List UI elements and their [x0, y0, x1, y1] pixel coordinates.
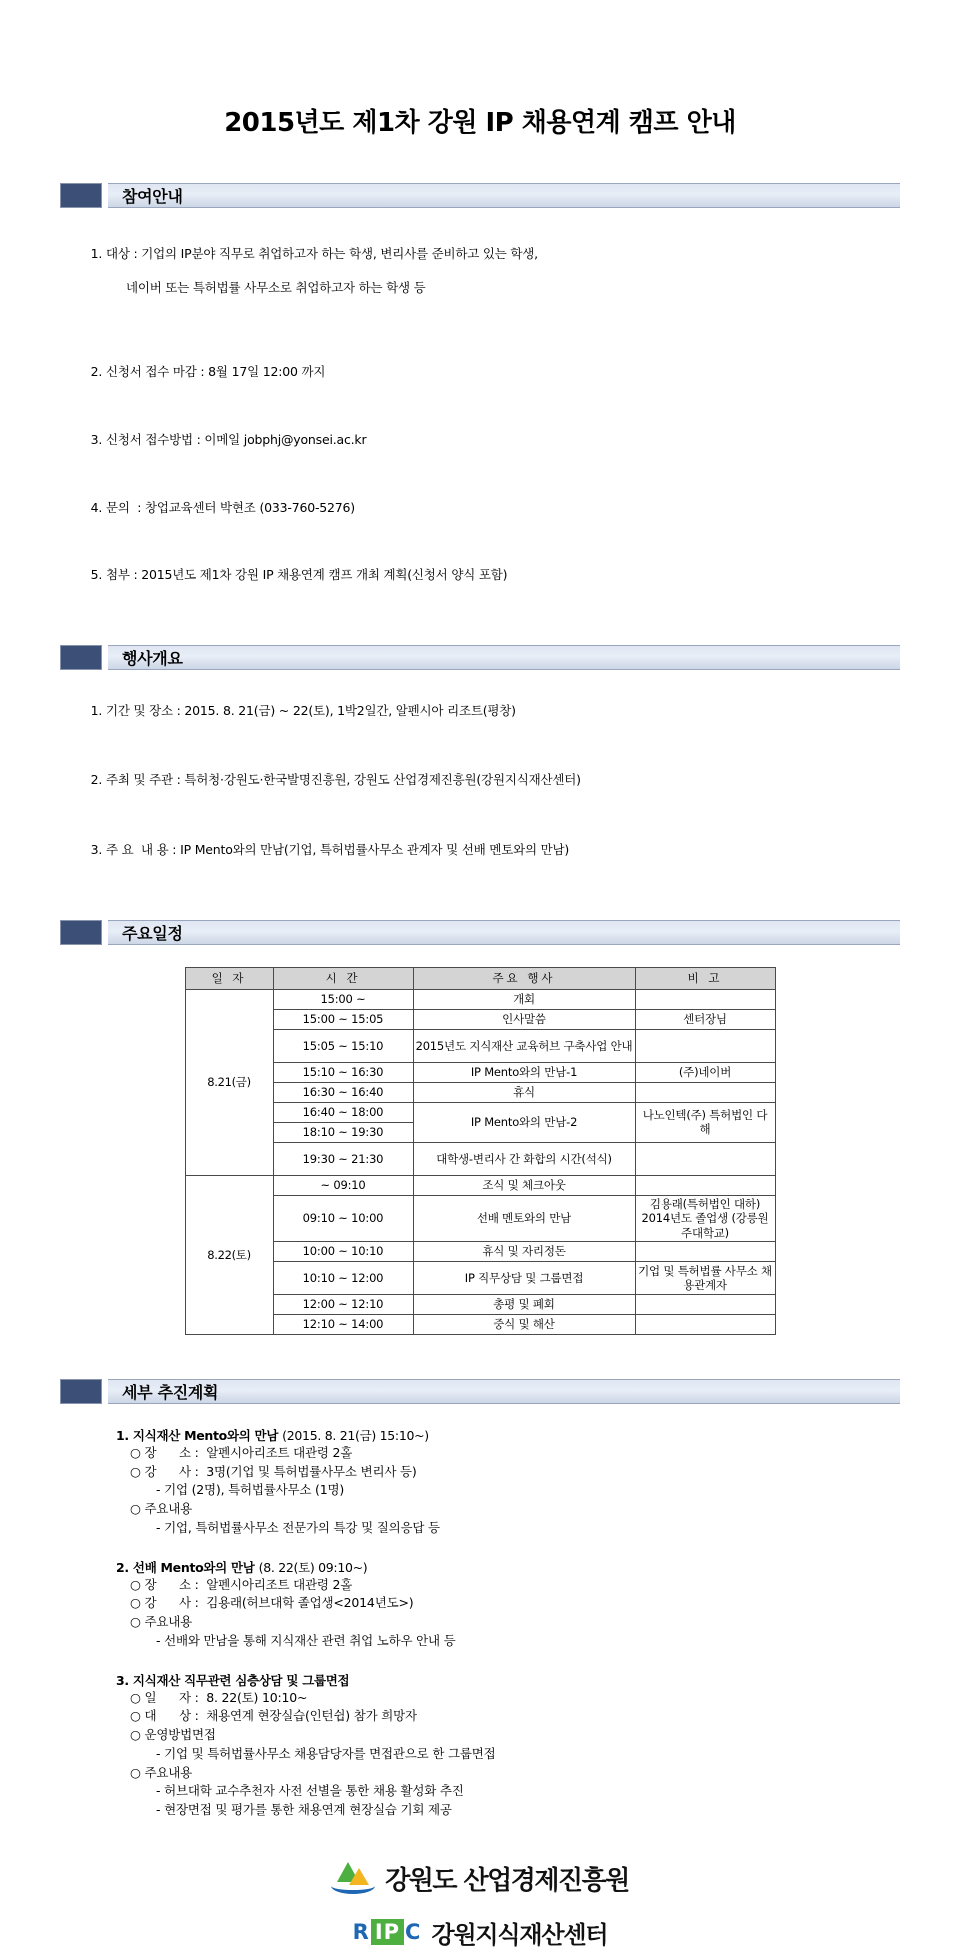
- item-line-2: 네이버 또는 특허법률 사무소로 취업하고자 하는 학생 등: [126, 279, 426, 295]
- detail-plan-body: [60, 1426, 900, 1820]
- list-item: - 기업 (2명), 특허법률사무소 (1명): [156, 1482, 345, 1498]
- item-line-1: 4. 문의 : 창업교육센터 박현조 (033-760-5276): [90, 499, 355, 515]
- detail-group: [74, 1426, 900, 1538]
- list-item: ○ 주요내용: [130, 1614, 192, 1630]
- list-item: [68, 550, 900, 601]
- detail-group: [74, 1558, 900, 1651]
- page-title: 2015년도 제1차 강원 IP 채용연계 캠프 안내: [224, 108, 736, 138]
- detail-group-title: [74, 1671, 900, 1689]
- cell-time: ~ 09:10: [273, 1175, 413, 1195]
- cell-note: [635, 1175, 775, 1195]
- cell-note: [635, 1142, 775, 1175]
- section-heading-overview: [60, 645, 900, 670]
- cell-event: 총평 및 폐회: [413, 1294, 635, 1314]
- cell-time: 12:10 ~ 14:00: [273, 1314, 413, 1334]
- cell-note: 나노인텍(주) 특허법인 다해: [635, 1102, 775, 1142]
- cell-event: 인사말씀: [413, 1009, 635, 1029]
- table-row: [185, 1175, 775, 1195]
- heading-square-marker: [60, 183, 102, 208]
- item-line-1: 2. 주최 및 주관 : 특허청·강원도·한국발명진흥원, 강원도 산업경제진흥원(강원지식재산센터): [90, 772, 581, 788]
- schedule-table-wrapper: [60, 967, 900, 1335]
- section-heading-detail-plan: [60, 1379, 900, 1404]
- overview-list: [60, 686, 900, 876]
- cell-time: 18:10 ~ 19:30: [273, 1122, 413, 1142]
- list-item: ○ 강 사 : 3명(기업 및 특허법률사무소 변리사 등): [130, 1463, 417, 1479]
- list-item: - 기업, 특허법률사무소 전문가의 특강 및 질의응답 등: [156, 1519, 440, 1535]
- group-number: 1.: [116, 1427, 129, 1443]
- table-row: [185, 1195, 775, 1241]
- item-line-1: 3. 신청서 접수방법 : 이메일 jobphj@yonsei.ac.kr: [90, 431, 367, 447]
- item-line-1: 3. 주 요 내 용 : IP Mento와의 만남(기업, 특허법률사무소 관계자 및 선배 멘토와의 만남): [90, 842, 570, 858]
- cell-event: 2015년도 지식재산 교육허브 구축사업 안내: [413, 1029, 635, 1062]
- group-number: 3.: [116, 1672, 129, 1688]
- ripc-r: R: [352, 1920, 370, 1945]
- cell-time: 10:00 ~ 10:10: [273, 1241, 413, 1261]
- table-row: [185, 1102, 775, 1122]
- list-item: [68, 483, 900, 534]
- detail-line-list: [74, 1576, 900, 1651]
- group-title-plain: (2015. 8. 21(금) 15:10~): [282, 1427, 429, 1443]
- detail-group: [74, 1671, 900, 1820]
- cell-note: 센터장님: [635, 1009, 775, 1029]
- cell-note: [635, 1314, 775, 1334]
- list-item: ○ 대 상 : 채용연계 현장실습(인턴쉽) 참가 희망자: [130, 1708, 417, 1724]
- cell-note: 김용래(특허법인 대하) 2014년도 졸업생 (강릉원주대학교): [635, 1195, 775, 1241]
- column-header-event: 주요 행사: [413, 967, 635, 989]
- table-row: [185, 989, 775, 1009]
- list-item: - 선배와 만남을 통해 지식재산 관련 취업 노하우 안내 등: [156, 1632, 456, 1648]
- logo-gwangwon-industry: [331, 1860, 629, 1897]
- cell-note: (주)네이버: [635, 1062, 775, 1082]
- table-row: [185, 1082, 775, 1102]
- list-item: ○ 강 사 : 김용래(허브대학 졸업생<2014년도>): [130, 1595, 414, 1611]
- cell-note: [635, 1294, 775, 1314]
- cell-event: 개회: [413, 989, 635, 1009]
- cell-event: IP Mento와의 만남-1: [413, 1062, 635, 1082]
- list-item: ○ 장 소 : 알펜시아리조트 대관령 2홀: [130, 1444, 353, 1460]
- cell-time: 15:00 ~: [273, 989, 413, 1009]
- ripc-c: C: [405, 1920, 422, 1945]
- list-item: [68, 756, 900, 807]
- participation-list: [60, 229, 900, 601]
- cell-event: 휴식 및 자리정돈: [413, 1241, 635, 1261]
- group-title-bold: 지식재산 Mento와의 만남: [132, 1427, 279, 1443]
- heading-square-marker: [60, 645, 102, 670]
- section-heading-label: 주요일정: [122, 923, 183, 943]
- cell-time: 16:40 ~ 18:00: [273, 1102, 413, 1122]
- cell-event: 중식 및 해산: [413, 1314, 635, 1334]
- table-row: [185, 1009, 775, 1029]
- section-heading-label: 참여안내: [122, 187, 183, 207]
- cell-note: 기업 및 특허법률 사무소 채용관계자: [635, 1261, 775, 1294]
- logo-label: 강원지식재산센터: [431, 1920, 608, 1949]
- detail-group-title: [74, 1558, 900, 1576]
- cell-note: [635, 1082, 775, 1102]
- item-line-1: 1. 기간 및 장소 : 2015. 8. 21(금) ~ 22(토), 1박2일간, 알펜시아 리조트(평창): [90, 702, 516, 718]
- heading-bar: [108, 183, 900, 208]
- cell-note: [635, 989, 775, 1009]
- heading-bar: [108, 920, 900, 945]
- footer-logos: [60, 1860, 900, 1950]
- section-heading-label: 행사개요: [122, 648, 183, 668]
- column-header-time: 시 간: [273, 967, 413, 989]
- table-row: [185, 1314, 775, 1334]
- table-header-row: [185, 967, 775, 989]
- table-row: [185, 1261, 775, 1294]
- ripc-wordmark-icon: [353, 1918, 422, 1946]
- list-item: [68, 347, 900, 398]
- table-row: [185, 1029, 775, 1062]
- column-header-note: 비 고: [635, 967, 775, 989]
- cell-note: [635, 1241, 775, 1261]
- table-row: [185, 1142, 775, 1175]
- item-line-1: 1. 대상 : 기업의 IP분야 직무로 취업하고자 하는 학생, 변리사를 준비하고 있는 학생,: [90, 246, 538, 262]
- section-heading-participation: [60, 183, 900, 208]
- heading-bar: [108, 1379, 900, 1404]
- list-item: ○ 운영방법면접: [130, 1727, 216, 1743]
- cell-time: 10:10 ~ 12:00: [273, 1261, 413, 1294]
- group-number: 2.: [116, 1559, 129, 1575]
- item-line-1: 2. 신청서 접수 마감 : 8월 17일 12:00 까지: [90, 364, 326, 380]
- list-item: ○ 장 소 : 알펜시아리조트 대관령 2홀: [130, 1576, 353, 1592]
- list-item: ○ 주요내용: [130, 1764, 192, 1780]
- schedule-table: [185, 967, 776, 1335]
- ripc-ip: IP: [371, 1919, 404, 1945]
- table-row: [185, 1241, 775, 1261]
- detail-line-list: [74, 1689, 900, 1820]
- cell-note: [635, 1029, 775, 1062]
- list-item: ○ 일 자 : 8. 22(토) 10:10~: [130, 1689, 308, 1705]
- heading-square-marker: [60, 1379, 102, 1404]
- heading-bar: [108, 645, 900, 670]
- group-title-plain: (8. 22(토) 09:10~): [258, 1559, 368, 1575]
- section-heading-schedule: [60, 920, 900, 945]
- cell-time: 19:30 ~ 21:30: [273, 1142, 413, 1175]
- item-line-1: 5. 첨부 : 2015년도 제1차 강원 IP 채용연계 캠프 개최 계획(신청서 양식 포함): [90, 567, 508, 583]
- cell-time: 09:10 ~ 10:00: [273, 1195, 413, 1241]
- cell-date: 8.21(금): [185, 989, 273, 1175]
- cell-time: 16:30 ~ 16:40: [273, 1082, 413, 1102]
- cell-date: 8.22(토): [185, 1175, 273, 1334]
- table-row: [185, 1062, 775, 1082]
- group-title-bold: 선배 Mento와의 만남: [132, 1559, 255, 1575]
- logo-label: 강원도 산업경제진흥원: [385, 1865, 629, 1896]
- cell-time: 15:05 ~ 15:10: [273, 1029, 413, 1062]
- cell-event: 선배 멘토와의 만남: [413, 1195, 635, 1241]
- list-item: [68, 825, 900, 876]
- list-item: ○ 주요내용: [130, 1501, 192, 1517]
- cell-event: 대학생-변리사 간 화합의 시간(석식): [413, 1142, 635, 1175]
- list-item: [68, 415, 900, 466]
- heading-square-marker: [60, 920, 102, 945]
- list-item: - 허브대학 교수추천자 사전 선별을 통한 채용 활성화 추진: [156, 1783, 464, 1799]
- list-item: [68, 686, 900, 737]
- cell-time: 15:00 ~ 15:05: [273, 1009, 413, 1029]
- cell-event: IP 직무상담 및 그룹면접: [413, 1261, 635, 1294]
- list-item: - 기업 및 특허법률사무소 채용담당자를 면접관으로 한 그룹면접: [156, 1745, 496, 1761]
- table-row: [185, 1294, 775, 1314]
- group-title-bold: 지식재산 직무관련 심층상담 및 그룹면접: [132, 1672, 350, 1688]
- list-item: [68, 229, 900, 330]
- cell-time: 12:00 ~ 12:10: [273, 1294, 413, 1314]
- logo-ripc-center: [353, 1915, 608, 1950]
- cell-time: 15:10 ~ 16:30: [273, 1062, 413, 1082]
- mountain-wave-logo-icon: [331, 1860, 375, 1896]
- detail-group-title: [74, 1426, 900, 1444]
- cell-event: 휴식: [413, 1082, 635, 1102]
- cell-event: IP Mento와의 만남-2: [413, 1102, 635, 1142]
- cell-event: 조식 및 체크아웃: [413, 1175, 635, 1195]
- section-heading-label: 세부 추진계획: [122, 1382, 219, 1402]
- column-header-date: 일 자: [185, 967, 273, 989]
- list-item: - 현장면접 및 평가를 통한 채용연계 현장실습 기회 제공: [156, 1802, 452, 1818]
- detail-line-list: [74, 1444, 900, 1538]
